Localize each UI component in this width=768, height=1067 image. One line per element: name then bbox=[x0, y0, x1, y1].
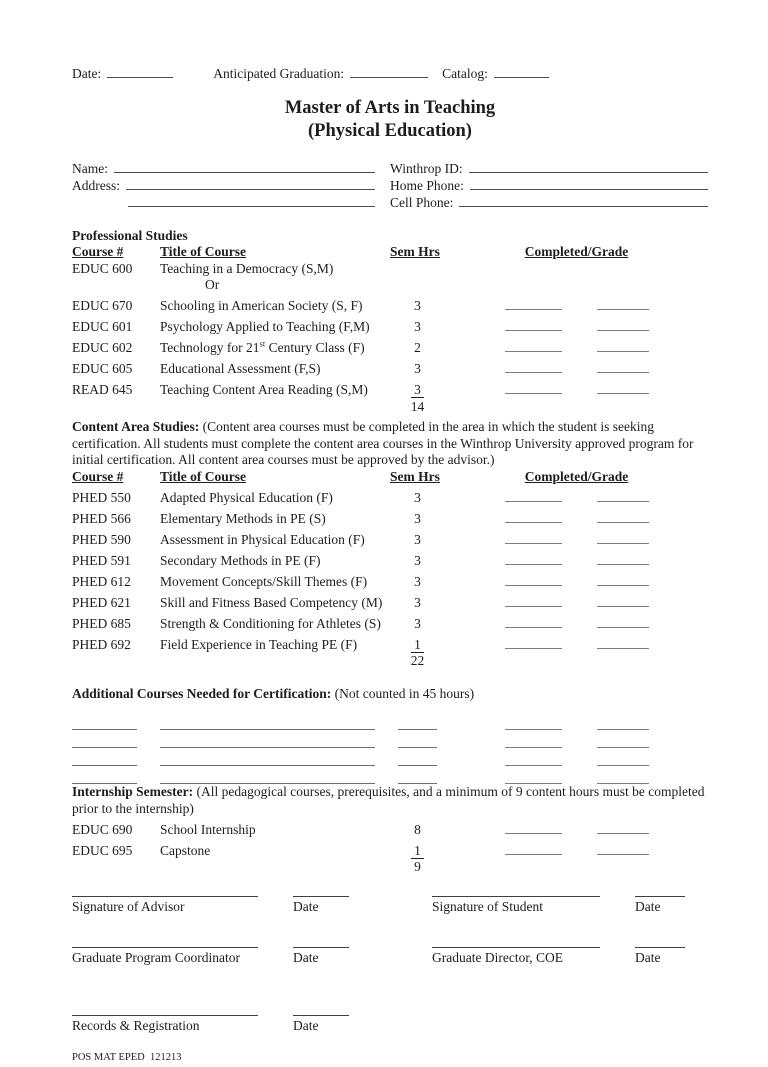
sem-hrs-value: 3 bbox=[414, 510, 421, 526]
table-row bbox=[72, 261, 708, 278]
grade-blank-line bbox=[597, 315, 649, 331]
course-title: Psychology Applied to Teaching (F,M) bbox=[160, 319, 370, 334]
date-label: Date bbox=[635, 898, 661, 914]
completed-blank-line bbox=[505, 818, 562, 834]
hrs-blank-line bbox=[398, 732, 437, 748]
internship-total-hours: 9 bbox=[414, 859, 421, 874]
home-phone-label: Home Phone: bbox=[390, 177, 464, 193]
total-row bbox=[72, 653, 708, 670]
course-number: PHED 685 bbox=[72, 615, 131, 631]
table-row bbox=[72, 294, 708, 315]
hrs-blank-line bbox=[398, 768, 437, 784]
sem-hrs-value: 3 bbox=[411, 382, 424, 398]
table-row bbox=[72, 506, 708, 527]
grade-blank-line bbox=[597, 591, 649, 607]
signature-row-3 bbox=[72, 1015, 708, 1035]
table-row bbox=[72, 632, 708, 653]
or-label: Or bbox=[205, 277, 220, 292]
catalog-label: Catalog: bbox=[442, 66, 488, 81]
advisor-signature-line bbox=[72, 896, 258, 916]
table-row bbox=[72, 315, 708, 336]
completed-grade-col-header: Completed/Grade bbox=[524, 244, 629, 259]
sem-hrs-value: 8 bbox=[414, 821, 421, 837]
course-title: Schooling in American Society (S, F) bbox=[160, 298, 363, 313]
completed-blank-line bbox=[505, 633, 562, 649]
grade-blank-line bbox=[597, 357, 649, 373]
completed-grade-col-header: Completed/Grade bbox=[524, 468, 629, 484]
course-number: EDUC 605 bbox=[72, 361, 133, 376]
course-title: School Internship bbox=[160, 821, 256, 837]
table-row bbox=[72, 485, 708, 506]
course-title: Capstone bbox=[160, 842, 211, 858]
course-title: Field Experience in Teaching PE (F) bbox=[160, 636, 358, 652]
grade-blank-line bbox=[597, 378, 649, 394]
additional-courses-section bbox=[72, 686, 708, 785]
cell-phone-label: Cell Phone: bbox=[390, 194, 454, 210]
grade-blank-line bbox=[597, 549, 649, 565]
course-number: EDUC 602 bbox=[72, 340, 133, 355]
course-title: Movement Concepts/Skill Themes (F) bbox=[160, 573, 368, 589]
signature-row-2 bbox=[72, 947, 708, 967]
professional-total-hours: 14 bbox=[410, 398, 425, 414]
content-area-note: (Content area courses must be completed in the area in which the student is seeking certification. All students must complete the content area courses in the Winthrop University approved program for initial certification. All content area courses must be approved by the advisor.) bbox=[72, 419, 694, 467]
course-title: Secondary Methods in PE (F) bbox=[160, 552, 321, 568]
course-title: Teaching in a Democracy (S,M) bbox=[160, 260, 334, 276]
title-blank-line bbox=[160, 750, 375, 766]
date-label: Date bbox=[293, 1017, 319, 1033]
grade-blank-line bbox=[597, 750, 649, 766]
blank-course-row bbox=[72, 730, 708, 748]
records-date-line bbox=[293, 1015, 349, 1035]
course-title: Skill and Fitness Based Competency (M) bbox=[160, 594, 383, 610]
name-label: Name: bbox=[72, 160, 108, 176]
grade-blank-line bbox=[597, 768, 649, 784]
date-label: Date bbox=[293, 898, 319, 914]
total-row bbox=[72, 399, 708, 416]
grade-blank-line bbox=[597, 714, 649, 730]
course-number: READ 645 bbox=[72, 382, 133, 397]
internship-note: (All pedagogical courses, prerequisites, and a minimum of 9 content hours must be completed prior to the internship) bbox=[72, 784, 705, 816]
advisor-signature-label: Signature of Advisor bbox=[72, 898, 185, 914]
course-title: Technology for 21st Century Class (F) bbox=[160, 338, 365, 355]
table-row bbox=[72, 378, 708, 399]
hrs-blank-line bbox=[398, 750, 437, 766]
professional-studies-section bbox=[72, 228, 708, 416]
completed-blank-line bbox=[505, 294, 562, 310]
grade-blank-line bbox=[597, 818, 649, 834]
course-title: Elementary Methods in PE (S) bbox=[160, 510, 326, 526]
title-blank-line bbox=[160, 732, 375, 748]
cell-phone-field-line bbox=[459, 193, 708, 207]
title-col-header: Title of Course bbox=[160, 468, 246, 484]
additional-courses-blank-rows bbox=[72, 712, 708, 784]
course-number: PHED 590 bbox=[72, 531, 131, 547]
course-title: Teaching Content Area Reading (S,M) bbox=[160, 382, 368, 397]
content-area-heading: Content Area Studies: bbox=[72, 419, 200, 434]
top-fields-row bbox=[72, 64, 708, 83]
internship-section bbox=[72, 784, 708, 876]
form-code-footer: POS MAT EPED 121213 bbox=[72, 1052, 182, 1063]
grade-blank-line bbox=[597, 528, 649, 544]
form-title-line1: Master of Arts in Teaching bbox=[284, 97, 496, 118]
hrs-blank-line bbox=[398, 714, 437, 730]
additional-courses-note: (Not counted in 45 hours) bbox=[331, 685, 475, 701]
address-field-line2 bbox=[128, 193, 375, 207]
completed-blank-line bbox=[505, 570, 562, 586]
grade-blank-line bbox=[597, 507, 649, 523]
table-row bbox=[72, 838, 708, 859]
date-field-line bbox=[107, 64, 173, 78]
professional-studies-heading: Professional Studies bbox=[72, 227, 188, 243]
home-phone-field-line bbox=[470, 176, 708, 190]
course-title: Educational Assessment (F,S) bbox=[160, 361, 321, 376]
records-signature-line bbox=[72, 1015, 258, 1035]
course-number: PHED 566 bbox=[72, 510, 131, 526]
coordinator-signature-label: Graduate Program Coordinator bbox=[72, 950, 240, 965]
completed-blank-line bbox=[505, 507, 562, 523]
semhrs-col-header: Sem Hrs bbox=[390, 468, 440, 484]
title-blank-line bbox=[160, 714, 375, 730]
professional-table-header bbox=[72, 244, 708, 261]
sem-hrs-value: 1 bbox=[411, 843, 424, 859]
blank-course-row bbox=[72, 748, 708, 766]
completed-blank-line bbox=[505, 612, 562, 628]
table-row bbox=[72, 336, 708, 357]
address-field-line bbox=[126, 176, 375, 190]
content-area-table-header bbox=[72, 469, 708, 486]
date-label: Date bbox=[635, 950, 661, 965]
completed-blank-line bbox=[505, 839, 562, 855]
table-row bbox=[72, 548, 708, 569]
table-row bbox=[72, 527, 708, 548]
course-col-header: Course # bbox=[72, 468, 124, 484]
completed-blank-line bbox=[505, 714, 562, 730]
completed-blank-line bbox=[505, 768, 562, 784]
sem-hrs-value: 3 bbox=[414, 489, 421, 505]
title-blank-line bbox=[160, 768, 375, 784]
course-title: Assessment in Physical Education (F) bbox=[160, 531, 365, 547]
additional-courses-heading: Additional Courses Needed for Certification: bbox=[72, 685, 332, 701]
table-row bbox=[72, 590, 708, 611]
course-number: EDUC 690 bbox=[72, 821, 133, 837]
sem-hrs-value: 3 bbox=[414, 573, 421, 589]
completed-blank-line bbox=[505, 732, 562, 748]
student-signature-line bbox=[432, 896, 600, 916]
course-number: PHED 550 bbox=[72, 489, 131, 505]
winthrop-id-field-line bbox=[469, 159, 708, 173]
student-date-line bbox=[635, 896, 685, 916]
course-blank-line bbox=[72, 714, 137, 730]
course-title: Strength & Conditioning for Athletes (S) bbox=[160, 615, 381, 631]
director-date-line bbox=[635, 947, 685, 967]
completed-blank-line bbox=[505, 336, 562, 352]
course-number: EDUC 695 bbox=[72, 842, 133, 858]
additional-courses-intro bbox=[72, 686, 708, 703]
sem-hrs-value: 2 bbox=[414, 340, 421, 355]
sem-hrs-value: 3 bbox=[414, 552, 421, 568]
director-signature-line bbox=[432, 947, 600, 967]
course-number: EDUC 600 bbox=[72, 260, 133, 276]
address-label: Address: bbox=[72, 177, 120, 193]
table-row bbox=[72, 569, 708, 590]
coordinator-date-line bbox=[293, 947, 349, 967]
course-number: PHED 612 bbox=[72, 573, 131, 589]
date-label: Date: bbox=[72, 66, 102, 81]
identity-right-column bbox=[390, 159, 708, 210]
course-col-header: Course # bbox=[72, 244, 124, 259]
advisor-date-line bbox=[293, 896, 349, 916]
identity-block bbox=[72, 159, 708, 210]
date-label: Date bbox=[293, 950, 319, 965]
completed-blank-line bbox=[505, 591, 562, 607]
grade-blank-line bbox=[597, 336, 649, 352]
total-row bbox=[72, 859, 708, 876]
sem-hrs-value: 3 bbox=[414, 615, 421, 631]
course-blank-line bbox=[72, 732, 137, 748]
winthrop-id-label: Winthrop ID: bbox=[390, 160, 463, 176]
table-row bbox=[72, 817, 708, 838]
name-field-line bbox=[114, 159, 375, 173]
sem-hrs-value: 3 bbox=[414, 594, 421, 610]
internship-heading: Internship Semester: bbox=[72, 784, 194, 799]
course-title: Adapted Physical Education (F) bbox=[160, 489, 333, 505]
content-area-intro bbox=[72, 419, 708, 469]
grade-blank-line bbox=[597, 570, 649, 586]
anticipated-graduation-field-line bbox=[350, 64, 428, 78]
director-signature-label: Graduate Director, COE bbox=[432, 950, 564, 965]
form-title-line2: (Physical Education) bbox=[308, 120, 472, 141]
course-number: EDUC 670 bbox=[72, 298, 133, 313]
grade-blank-line bbox=[597, 839, 649, 855]
or-row bbox=[72, 277, 708, 294]
table-row bbox=[72, 611, 708, 632]
sem-hrs-value: 1 bbox=[411, 637, 424, 653]
grade-blank-line bbox=[597, 612, 649, 628]
records-signature-label: Records & Registration bbox=[72, 1017, 200, 1033]
internship-intro bbox=[72, 784, 708, 817]
completed-blank-line bbox=[505, 378, 562, 394]
semhrs-col-header: Sem Hrs bbox=[390, 244, 440, 259]
course-number: PHED 621 bbox=[72, 594, 131, 610]
anticipated-graduation-label: Anticipated Graduation: bbox=[213, 66, 345, 81]
signature-row-1 bbox=[72, 896, 708, 916]
blank-course-row bbox=[72, 766, 708, 784]
course-number: PHED 591 bbox=[72, 552, 131, 568]
grade-blank-line bbox=[597, 732, 649, 748]
course-number: PHED 692 bbox=[72, 636, 131, 652]
student-signature-label: Signature of Student bbox=[432, 898, 543, 914]
completed-blank-line bbox=[505, 549, 562, 565]
completed-blank-line bbox=[505, 528, 562, 544]
completed-blank-line bbox=[505, 750, 562, 766]
sem-hrs-value: 3 bbox=[414, 531, 421, 547]
title-col-header: Title of Course bbox=[160, 244, 246, 259]
grade-blank-line bbox=[597, 294, 649, 310]
completed-blank-line bbox=[505, 315, 562, 331]
catalog-field-line bbox=[494, 64, 549, 78]
identity-left-column bbox=[72, 159, 375, 210]
grade-blank-line bbox=[597, 633, 649, 649]
completed-blank-line bbox=[505, 486, 562, 502]
sem-hrs-value: 3 bbox=[414, 319, 421, 334]
sem-hrs-value: 3 bbox=[414, 298, 421, 313]
course-blank-line bbox=[72, 768, 137, 784]
content-area-total-hours: 22 bbox=[410, 653, 425, 668]
coordinator-signature-line bbox=[72, 947, 258, 967]
sem-hrs-value: 3 bbox=[414, 361, 421, 376]
grade-blank-line bbox=[597, 486, 649, 502]
content-area-section bbox=[72, 419, 708, 670]
signature-block bbox=[72, 896, 708, 1035]
blank-course-row bbox=[72, 712, 708, 730]
completed-blank-line bbox=[505, 357, 562, 373]
course-blank-line bbox=[72, 750, 137, 766]
course-number: EDUC 601 bbox=[72, 319, 133, 334]
form-title bbox=[72, 97, 708, 143]
table-row bbox=[72, 357, 708, 378]
